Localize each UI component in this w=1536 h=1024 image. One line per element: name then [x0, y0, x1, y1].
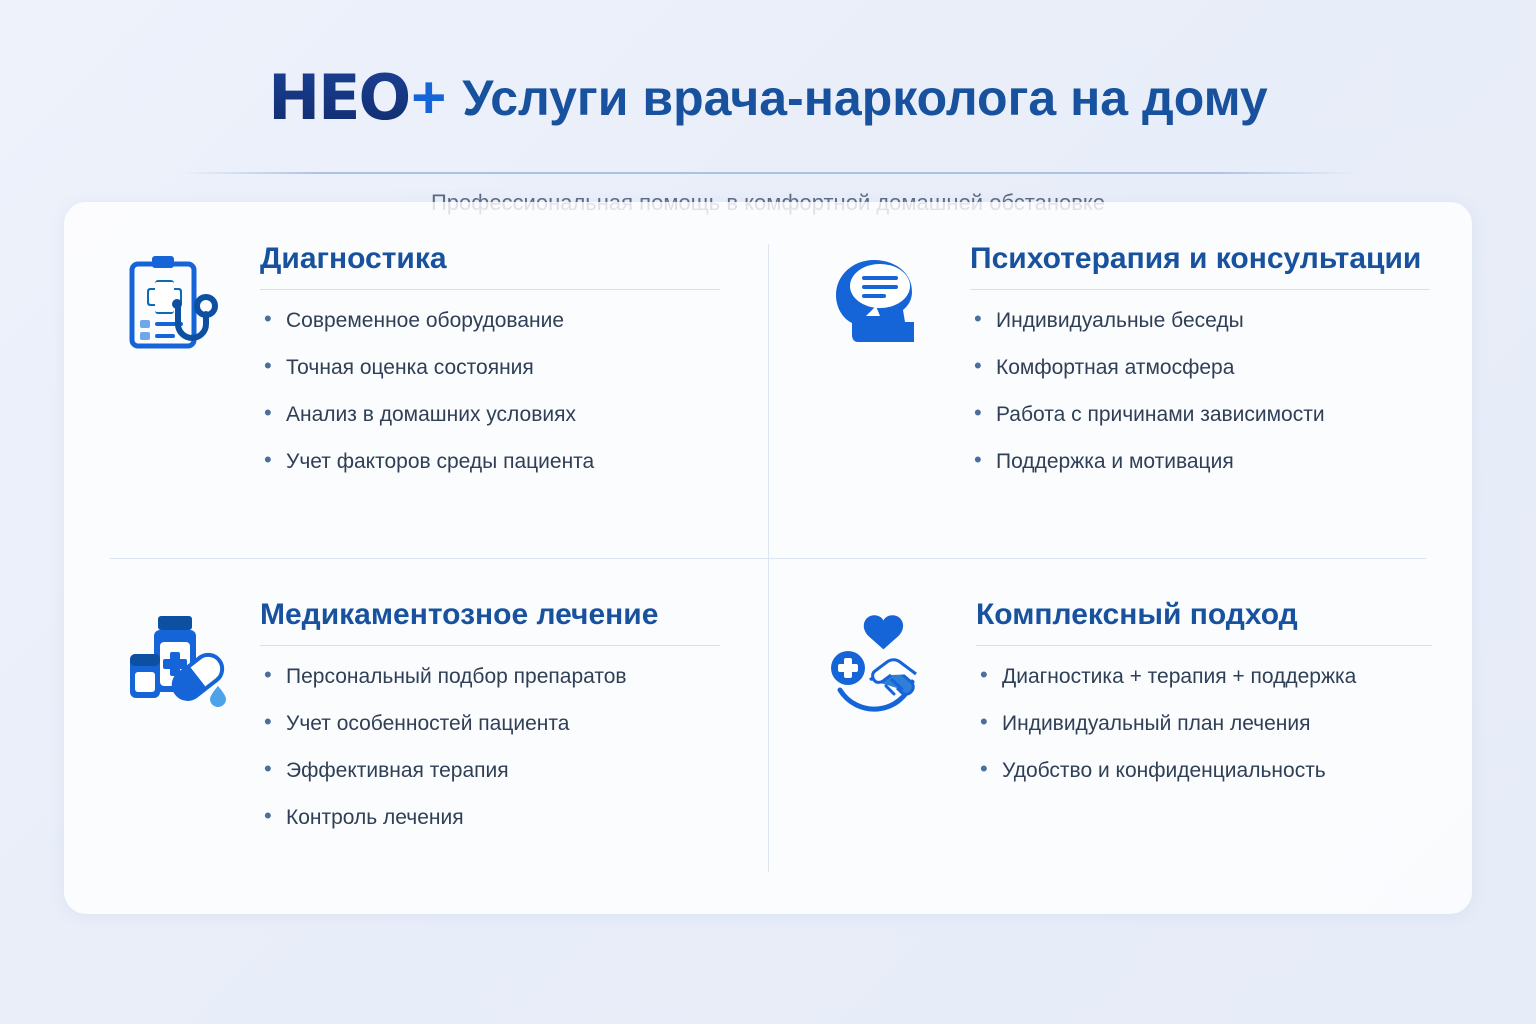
- service-title: Медикаментозное лечение: [260, 598, 659, 631]
- service-title-divider: [970, 289, 1430, 290]
- service-title-divider: [260, 289, 720, 290]
- title-divider: [181, 172, 1356, 174]
- pills-bottle-icon: [110, 598, 238, 726]
- list-item: • Диагностика + терапия + поддержка: [976, 664, 1432, 689]
- service-title-divider: [976, 645, 1432, 646]
- list-item: • Контроль лечения: [260, 805, 728, 830]
- service-block-diagnostics: [64, 202, 768, 558]
- list-item: • Индивидуальный план лечения: [976, 711, 1432, 736]
- service-title: Диагностика: [260, 242, 447, 275]
- list-item: • Удобство и конфиденциальность: [976, 758, 1432, 783]
- service-title: Психотерапия и консультации: [970, 242, 1422, 275]
- plus-icon: +: [411, 63, 445, 131]
- service-block-complex-approach: [768, 558, 1472, 914]
- list-item: • Современное оборудование: [260, 308, 728, 333]
- list-item: • Комфортная атмосфера: [970, 355, 1432, 380]
- list-item: • Работа с причинами зависимости: [970, 402, 1432, 427]
- service-title: Комплексный подход: [976, 598, 1298, 631]
- list-item: • Индивидуальные беседы: [970, 308, 1432, 333]
- service-body: [964, 592, 1432, 783]
- service-feature-list: [260, 308, 728, 475]
- list-item: • Точная оценка состояния: [260, 355, 728, 380]
- header: [0, 0, 1536, 216]
- list-item: • Анализ в домашних условиях: [260, 402, 728, 427]
- head-speech-bubble-icon: [814, 242, 942, 370]
- page-title: Услуги врача-нарколога на дому: [462, 69, 1268, 126]
- service-title-divider: [260, 645, 720, 646]
- service-feature-list: [970, 308, 1432, 475]
- service-body: [964, 236, 1432, 474]
- horizontal-divider: [110, 558, 1426, 559]
- list-item: • Учет факторов среды пациента: [260, 449, 728, 474]
- services-card: [64, 202, 1472, 914]
- list-item: • Поддержка и мотивация: [970, 449, 1432, 474]
- list-item: • Учет особенностей пациента: [260, 711, 728, 736]
- service-feature-list: [976, 664, 1432, 784]
- list-item: • Персональный подбор препаратов: [260, 664, 728, 689]
- service-block-psychotherapy: [768, 202, 1472, 558]
- title-row: [0, 38, 1536, 158]
- service-body: [260, 236, 728, 474]
- handshake-heart-icon: [814, 598, 942, 726]
- list-item: • Эффективная терапия: [260, 758, 728, 783]
- service-body: [260, 592, 728, 830]
- service-block-medication: [64, 558, 768, 914]
- brand-logo-text: HEO: [268, 60, 410, 134]
- clipboard-stethoscope-icon: [110, 242, 238, 370]
- service-feature-list: [260, 664, 728, 831]
- brand-logo: [268, 60, 445, 134]
- services-grid: [64, 202, 1472, 914]
